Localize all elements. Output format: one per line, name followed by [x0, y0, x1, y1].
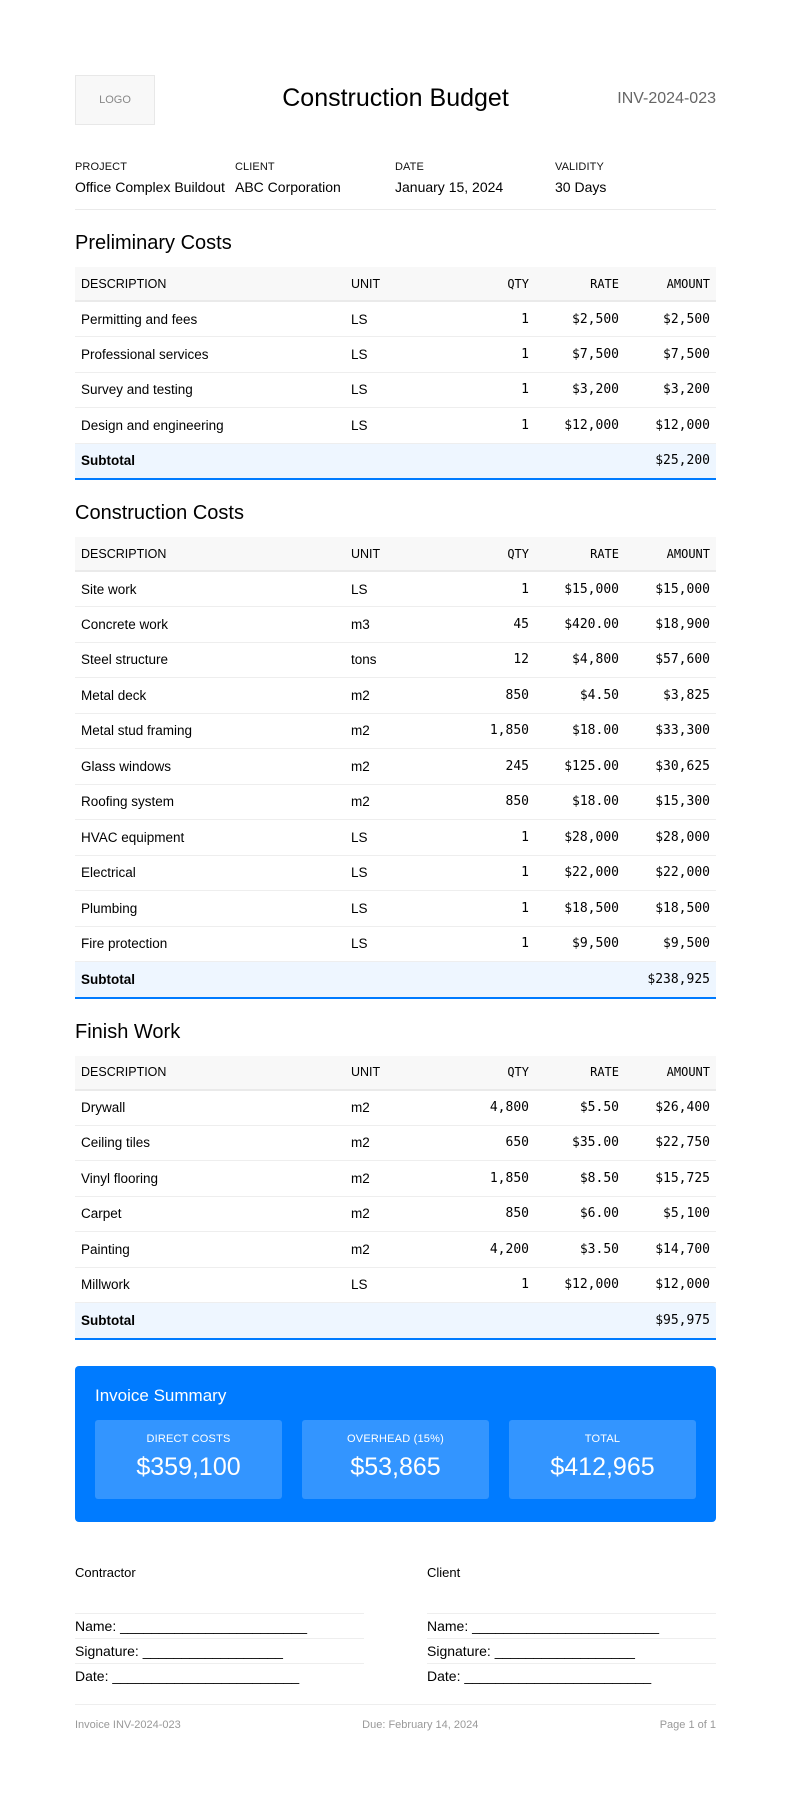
- cost-table-finish-work: [75, 1056, 716, 1340]
- cell-amount: $5,100: [625, 1196, 716, 1232]
- cell-unit: LS: [345, 571, 455, 607]
- cell-amount: $57,600: [625, 642, 716, 678]
- empty-cell: [345, 1303, 455, 1339]
- cell-qty: 850: [455, 784, 535, 820]
- cell-description: Fire protection: [75, 926, 345, 962]
- cell-description: Glass windows: [75, 749, 345, 785]
- meta-validity: [555, 161, 715, 195]
- cell-description: Millwork: [75, 1267, 345, 1303]
- meta-value: ABC Corporation: [235, 179, 341, 195]
- cell-unit: LS: [345, 408, 455, 444]
- empty-cell: [535, 1303, 625, 1339]
- summary-card-direct-costs: [95, 1420, 282, 1499]
- card-value: $359,100: [136, 1452, 241, 1481]
- meta-label: DATE: [395, 161, 424, 173]
- card-label: OVERHEAD (15%): [347, 1432, 444, 1445]
- invoice-number: INV-2024-023: [617, 90, 716, 107]
- column-header-amount: AMOUNT: [625, 267, 716, 301]
- table-row: [75, 891, 716, 927]
- cell-unit: LS: [345, 891, 455, 927]
- cell-description: Concrete work: [75, 607, 345, 643]
- table-row: [75, 1196, 716, 1232]
- table-row: [75, 1090, 716, 1126]
- table-row: [75, 926, 716, 962]
- table-header-row: [75, 267, 716, 301]
- cell-qty: 1: [455, 571, 535, 607]
- cell-amount: $2,500: [625, 301, 716, 337]
- table-row: [75, 713, 716, 749]
- meta-label: PROJECT: [75, 161, 128, 173]
- cell-unit: LS: [345, 820, 455, 856]
- cell-description: Roofing system: [75, 784, 345, 820]
- empty-cell: [345, 962, 455, 998]
- cell-rate: $2,500: [535, 301, 625, 337]
- table-row: [75, 642, 716, 678]
- cell-amount: $15,300: [625, 784, 716, 820]
- cell-rate: $3.50: [535, 1232, 625, 1268]
- cell-rate: $5.50: [535, 1090, 625, 1126]
- cell-description: Carpet: [75, 1196, 345, 1232]
- cell-rate: $9,500: [535, 926, 625, 962]
- cell-rate: $22,000: [535, 855, 625, 891]
- cell-rate: $18.00: [535, 713, 625, 749]
- table-row: [75, 571, 716, 607]
- cell-amount: $14,700: [625, 1232, 716, 1268]
- cell-unit: m2: [345, 678, 455, 714]
- summary-cards: [95, 1420, 696, 1499]
- cell-qty: 850: [455, 1196, 535, 1232]
- table-row: [75, 408, 716, 444]
- cell-amount: $18,900: [625, 607, 716, 643]
- meta-date: [395, 161, 555, 195]
- cell-amount: $22,000: [625, 855, 716, 891]
- column-header-unit: UNIT: [345, 267, 455, 301]
- column-header-rate: RATE: [535, 1056, 625, 1090]
- card-value: $412,965: [550, 1452, 655, 1481]
- column-header-description: DESCRIPTION: [75, 267, 345, 301]
- meta-label: VALIDITY: [555, 161, 604, 173]
- cell-amount: $12,000: [625, 408, 716, 444]
- cell-amount: $3,825: [625, 678, 716, 714]
- cell-amount: $15,725: [625, 1161, 716, 1197]
- table-header-row: [75, 537, 716, 571]
- section-title-finish-work: Finish Work: [75, 1020, 181, 1043]
- cell-qty: 245: [455, 749, 535, 785]
- empty-cell: [535, 443, 625, 479]
- cell-unit: m3: [345, 607, 455, 643]
- cell-qty: 45: [455, 607, 535, 643]
- cell-rate: $12,000: [535, 408, 625, 444]
- subtotal-label: Subtotal: [75, 962, 345, 998]
- table-row: [75, 301, 716, 337]
- meta-value: January 15, 2024: [395, 179, 504, 195]
- signature-block-contractor: [75, 1565, 364, 1688]
- column-header-rate: RATE: [535, 537, 625, 571]
- summary-card-overhead: [302, 1420, 489, 1499]
- table-row: [75, 855, 716, 891]
- subtotal-label: Subtotal: [75, 1303, 345, 1339]
- cell-qty: 1,850: [455, 1161, 535, 1197]
- cell-description: Metal deck: [75, 678, 345, 714]
- empty-cell: [345, 443, 455, 479]
- column-header-unit: UNIT: [345, 537, 455, 571]
- cell-unit: m2: [345, 713, 455, 749]
- table-row: [75, 1161, 716, 1197]
- cell-rate: $15,000: [535, 571, 625, 607]
- empty-cell: [455, 1303, 535, 1339]
- cell-rate: $420.00: [535, 607, 625, 643]
- footer-invoice-ref: Invoice INV-2024-023: [75, 1718, 181, 1731]
- invoice-page: [75, 75, 716, 1731]
- cell-amount: $12,000: [625, 1267, 716, 1303]
- subtotal-label: Subtotal: [75, 443, 345, 479]
- empty-cell: [455, 443, 535, 479]
- cell-unit: tons: [345, 642, 455, 678]
- cell-amount: $18,500: [625, 891, 716, 927]
- cell-description: Site work: [75, 571, 345, 607]
- cell-description: HVAC equipment: [75, 820, 345, 856]
- cell-qty: 1: [455, 1267, 535, 1303]
- cell-description: Drywall: [75, 1090, 345, 1126]
- cell-rate: $4,800: [535, 642, 625, 678]
- cell-qty: 1: [455, 301, 535, 337]
- cell-qty: 4,200: [455, 1232, 535, 1268]
- signature-role: Client: [427, 1564, 461, 1580]
- cell-rate: $28,000: [535, 820, 625, 856]
- cell-amount: $15,000: [625, 571, 716, 607]
- table-row: [75, 1232, 716, 1268]
- table-row: [75, 820, 716, 856]
- cell-rate: $35.00: [535, 1125, 625, 1161]
- subtotal-value: $25,200: [625, 443, 716, 479]
- cell-description: Professional services: [75, 337, 345, 373]
- invoice-summary: [75, 1366, 716, 1522]
- cell-unit: m2: [345, 784, 455, 820]
- signature-date-line: Date: ________________________: [427, 1663, 716, 1688]
- table-row: [75, 1125, 716, 1161]
- signature-name-line: Name: ________________________: [427, 1613, 716, 1638]
- column-header-amount: AMOUNT: [625, 1056, 716, 1090]
- table-header-row: [75, 1056, 716, 1090]
- section-title-construction-costs: Construction Costs: [75, 502, 244, 524]
- cell-amount: $3,200: [625, 372, 716, 408]
- card-label: TOTAL: [584, 1432, 621, 1445]
- signature-section: [75, 1565, 716, 1688]
- signature-name-line: Name: ________________________: [75, 1613, 364, 1638]
- subtotal-value: $95,975: [625, 1303, 716, 1339]
- cell-unit: m2: [345, 1090, 455, 1126]
- document-title: Construction Budget: [282, 84, 509, 112]
- page-footer: [75, 1704, 716, 1731]
- cell-description: Survey and testing: [75, 372, 345, 408]
- card-value: $53,865: [350, 1452, 441, 1481]
- cell-qty: 1: [455, 820, 535, 856]
- cell-description: Vinyl flooring: [75, 1161, 345, 1197]
- cell-unit: LS: [345, 337, 455, 373]
- cell-description: Ceiling tiles: [75, 1125, 345, 1161]
- summary-title: Invoice Summary: [95, 1385, 227, 1405]
- cell-unit: m2: [345, 1125, 455, 1161]
- column-header-description: DESCRIPTION: [75, 1056, 345, 1090]
- cell-unit: m2: [345, 1196, 455, 1232]
- cell-unit: m2: [345, 749, 455, 785]
- cost-table-construction-costs: [75, 537, 716, 999]
- cell-unit: LS: [345, 855, 455, 891]
- cell-rate: $125.00: [535, 749, 625, 785]
- column-header-qty: QTY: [455, 267, 535, 301]
- cell-unit: LS: [345, 301, 455, 337]
- subtotal-row: [75, 962, 716, 998]
- table-row: [75, 337, 716, 373]
- cell-rate: $3,200: [535, 372, 625, 408]
- column-header-rate: RATE: [535, 267, 625, 301]
- cell-rate: $12,000: [535, 1267, 625, 1303]
- cell-rate: $6.00: [535, 1196, 625, 1232]
- cell-qty: 4,800: [455, 1090, 535, 1126]
- table-row: [75, 372, 716, 408]
- cell-description: Steel structure: [75, 642, 345, 678]
- cell-description: Metal stud framing: [75, 713, 345, 749]
- column-header-amount: AMOUNT: [625, 537, 716, 571]
- signature-signature-line: Signature: __________________: [75, 1638, 364, 1663]
- card-label: DIRECT COSTS: [146, 1432, 231, 1445]
- subtotal-row: [75, 1303, 716, 1339]
- cell-unit: LS: [345, 926, 455, 962]
- cell-unit: m2: [345, 1161, 455, 1197]
- cell-amount: $26,400: [625, 1090, 716, 1126]
- summary-card-total: [509, 1420, 696, 1499]
- table-row: [75, 1267, 716, 1303]
- meta-value: 30 Days: [555, 179, 607, 195]
- cell-qty: 1: [455, 891, 535, 927]
- cell-amount: $33,300: [625, 713, 716, 749]
- section-title-preliminary-costs: Preliminary Costs: [75, 232, 232, 254]
- cell-description: Permitting and fees: [75, 301, 345, 337]
- table-row: [75, 607, 716, 643]
- cell-rate: $8.50: [535, 1161, 625, 1197]
- column-header-unit: UNIT: [345, 1056, 455, 1090]
- signature-signature-line: Signature: __________________: [427, 1638, 716, 1663]
- column-header-description: DESCRIPTION: [75, 537, 345, 571]
- column-header-qty: QTY: [455, 537, 535, 571]
- footer-page-number: Page 1 of 1: [659, 1718, 716, 1731]
- signature-block-client: [427, 1565, 716, 1688]
- table-row: [75, 784, 716, 820]
- cell-description: Design and engineering: [75, 408, 345, 444]
- meta-project: [75, 161, 235, 195]
- empty-cell: [535, 962, 625, 998]
- meta-label: CLIENT: [235, 161, 275, 173]
- cell-amount: $22,750: [625, 1125, 716, 1161]
- signature-role: Contractor: [75, 1564, 136, 1580]
- cell-unit: LS: [345, 1267, 455, 1303]
- footer-due-date: Due: February 14, 2024: [362, 1718, 479, 1731]
- cell-qty: 1: [455, 408, 535, 444]
- cell-description: Plumbing: [75, 891, 345, 927]
- table-row: [75, 749, 716, 785]
- cell-qty: 1,850: [455, 713, 535, 749]
- empty-cell: [455, 962, 535, 998]
- cell-rate: $7,500: [535, 337, 625, 373]
- cell-qty: 1: [455, 926, 535, 962]
- cell-qty: 1: [455, 372, 535, 408]
- subtotal-row: [75, 443, 716, 479]
- cost-table-preliminary-costs: [75, 267, 716, 480]
- signature-date-line: Date: ________________________: [75, 1663, 364, 1688]
- cell-rate: $18.00: [535, 784, 625, 820]
- table-row: [75, 678, 716, 714]
- cell-description: Painting: [75, 1232, 345, 1268]
- cell-unit: LS: [345, 372, 455, 408]
- cell-amount: $30,625: [625, 749, 716, 785]
- cell-qty: 850: [455, 678, 535, 714]
- meta-value: Office Complex Buildout: [75, 179, 225, 195]
- logo-placeholder: LOGO: [75, 75, 155, 125]
- cell-description: Electrical: [75, 855, 345, 891]
- subtotal-value: $238,925: [625, 962, 716, 998]
- cell-rate: $18,500: [535, 891, 625, 927]
- column-header-qty: QTY: [455, 1056, 535, 1090]
- cell-qty: 1: [455, 337, 535, 373]
- cell-unit: m2: [345, 1232, 455, 1268]
- cost-sections: [75, 232, 716, 1340]
- meta-client: [235, 161, 395, 195]
- document-header: [75, 75, 716, 125]
- cell-qty: 1: [455, 855, 535, 891]
- cell-qty: 650: [455, 1125, 535, 1161]
- cell-rate: $4.50: [535, 678, 625, 714]
- cell-qty: 12: [455, 642, 535, 678]
- cell-amount: $7,500: [625, 337, 716, 373]
- cell-amount: $9,500: [625, 926, 716, 962]
- cell-amount: $28,000: [625, 820, 716, 856]
- project-meta: [75, 161, 716, 210]
